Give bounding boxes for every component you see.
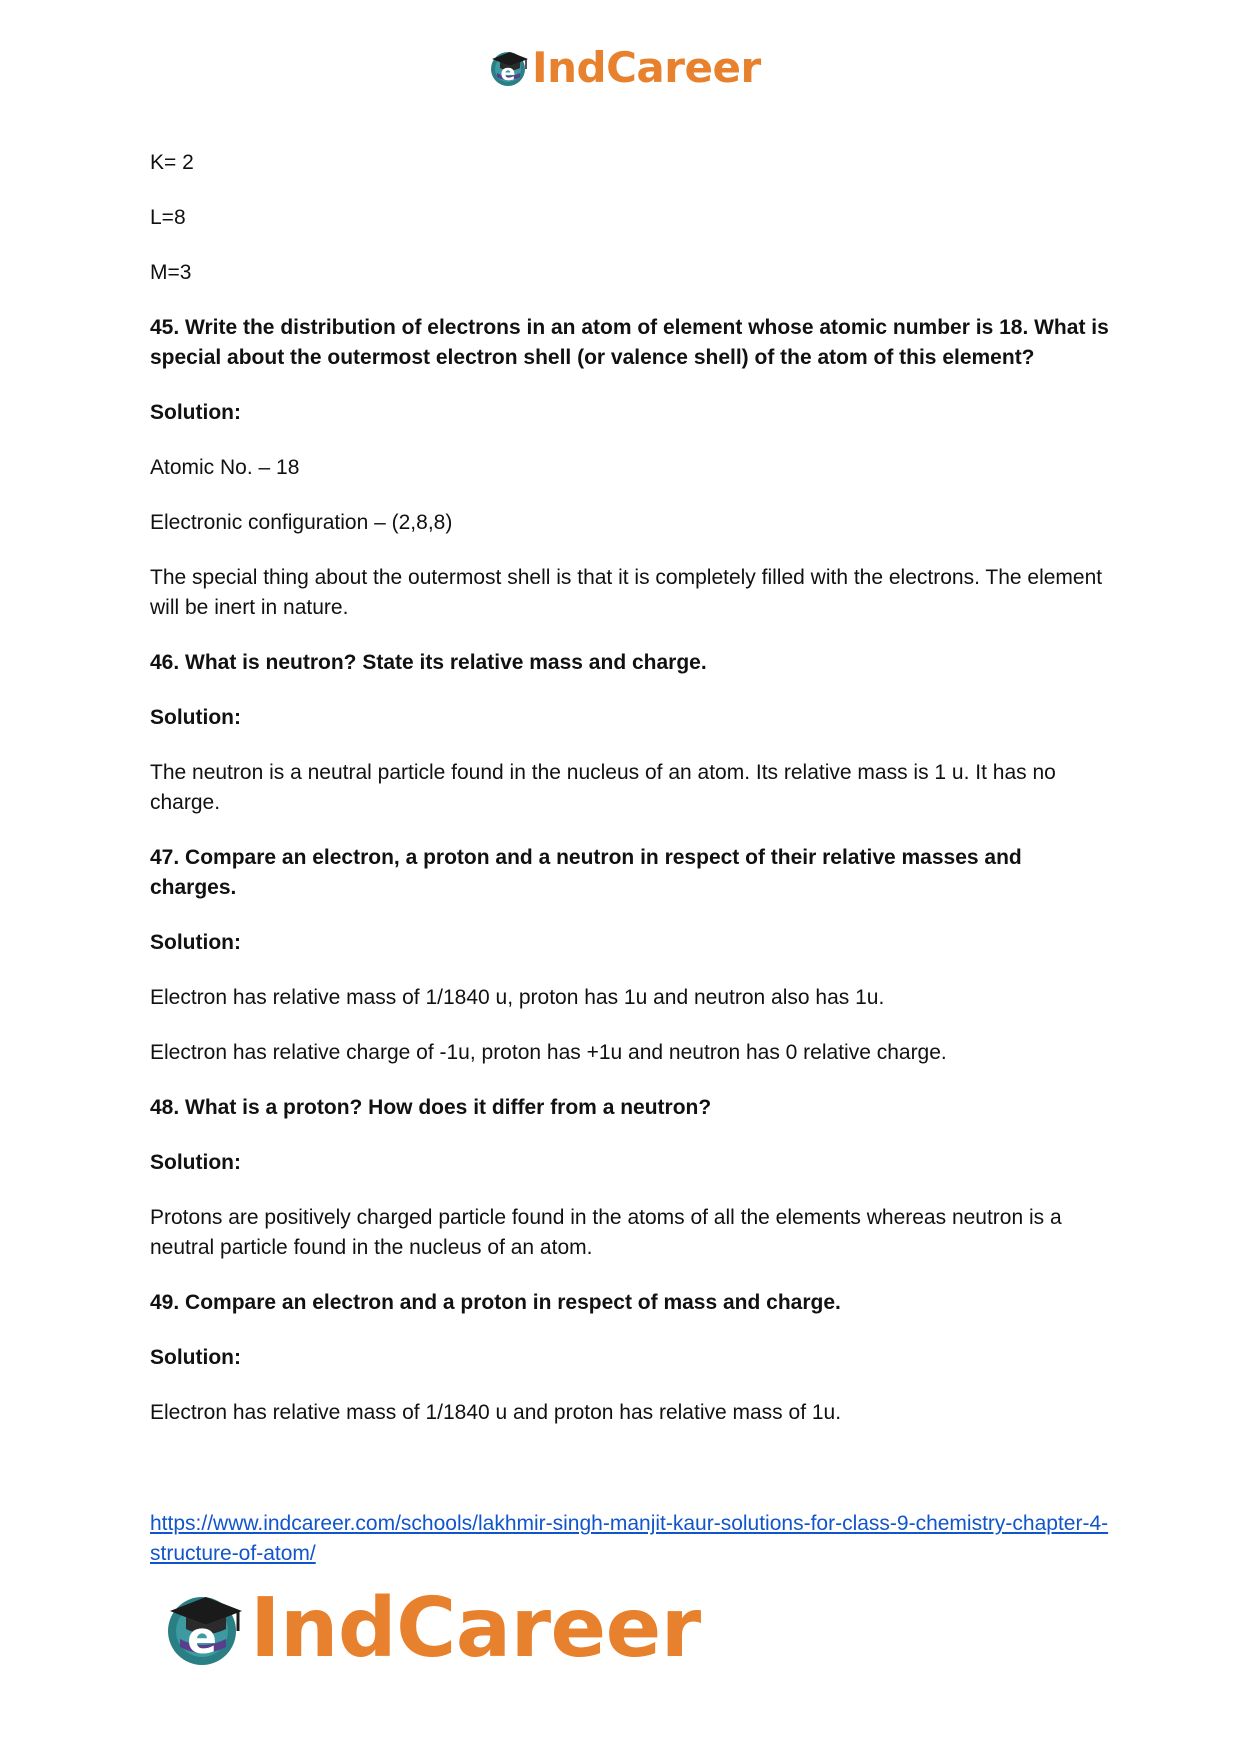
config-line-l: L=8 (150, 206, 186, 229)
footer-logo-text: IndCareer (250, 1581, 701, 1676)
globe-cap-icon (162, 1587, 246, 1671)
solution-label-48: Solution: (150, 1151, 241, 1174)
solution-label-47: Solution: (150, 931, 241, 954)
svg-text:e: e (187, 1613, 217, 1664)
config-line-m: M=3 (150, 261, 192, 284)
solution-label-49: Solution: (150, 1346, 241, 1369)
question-48: 48. What is a proton? How does it differ from a neutron? (150, 1096, 712, 1119)
globe-cap-icon (488, 47, 530, 89)
header-logo-text: IndCareer (532, 43, 761, 92)
answer-46-line-1: The neutron is a neutral particle found in the nucleus of an atom. Its relative mass is 1 u. It has no charge. (150, 761, 1056, 814)
answer-45-line-3: The special thing about the outermost shell is that it is completely filled with the electrons. The element will be inert in nature. (150, 566, 1103, 619)
question-45: 45. Write the distribution of electrons in an atom of element whose atomic number is 18. What is special about the outermost electron shell (or valence shell) of the atom of this element? (150, 316, 1109, 369)
answer-45-line-1: Atomic No. – 18 (150, 456, 300, 479)
source-link[interactable]: https://www.indcareer.com/schools/lakhmir-singh-manjit-kaur-solutions-for-class-9-chemistry-chapter-4-structure-of-atom/ (150, 1512, 1109, 1565)
solution-label-46: Solution: (150, 706, 241, 729)
question-49: 49. Compare an electron and a proton in respect of mass and charge. (150, 1291, 841, 1314)
document-body (150, 148, 1110, 1453)
question-46: 46. What is neutron? State its relative mass and charge. (150, 651, 707, 674)
header-logo (488, 42, 761, 94)
answer-47-line-1: Electron has relative mass of 1/1840 u, proton has 1u and neutron also has 1u. (150, 986, 885, 1009)
answer-45-line-2: Electronic configuration – (2,8,8) (150, 511, 453, 534)
answer-49-line-1: Electron has relative mass of 1/1840 u and proton has relative mass of 1u. (150, 1401, 842, 1424)
footer-logo (162, 1581, 701, 1676)
svg-text:e: e (500, 61, 516, 86)
config-line-k: K= 2 (150, 151, 194, 174)
answer-48-line-1: Protons are positively charged particle found in the atoms of all the elements whereas neutron is a neutral particle found in the nucleus of an atom. (150, 1206, 1062, 1259)
question-47: 47. Compare an electron, a proton and a neutron in respect of their relative masses and charges. (150, 846, 1022, 899)
answer-47-line-2: Electron has relative charge of -1u, proton has +1u and neutron has 0 relative charge. (150, 1041, 947, 1064)
solution-label-45: Solution: (150, 401, 241, 424)
